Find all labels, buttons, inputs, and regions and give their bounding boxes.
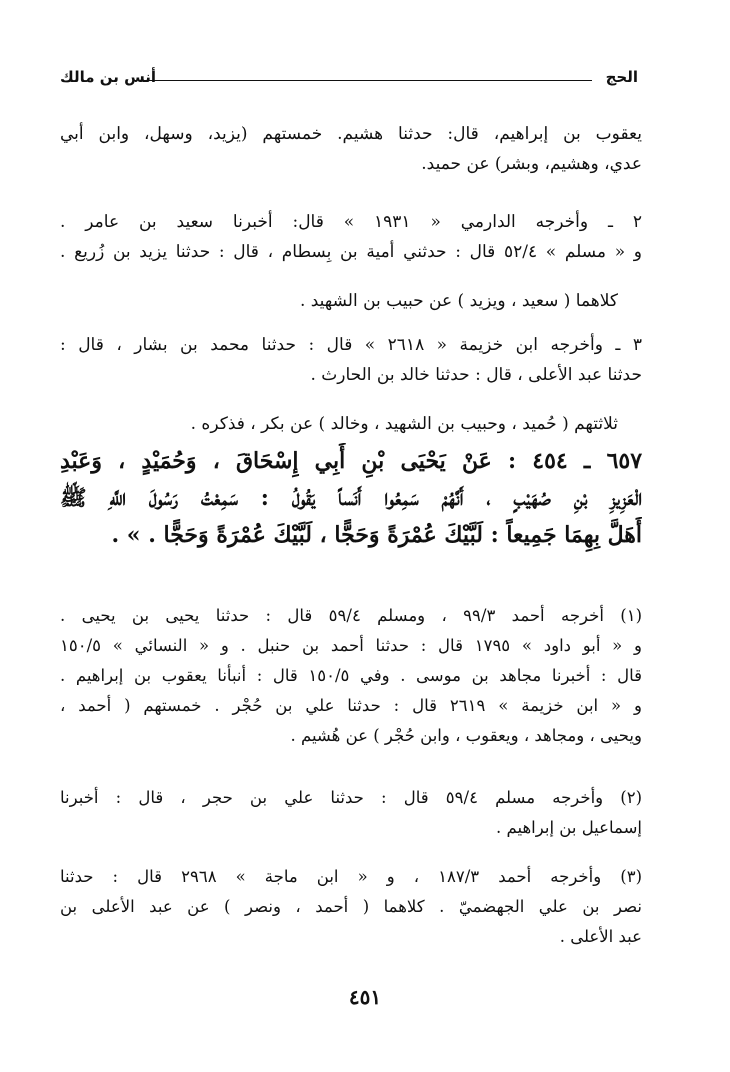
footnote-line: ويحيى ، ومجاهد ، ويعقوب ، وابن حُجْر ) عن هُشيم . — [290, 726, 642, 745]
book-title: أنس بن مالك — [60, 68, 157, 86]
footnote-line: و « أبو داود » ١٧٩٥ قال : حدثنا أحمد بن حنبل . و « النسائي » ١٥٠/٥ — [60, 636, 642, 655]
footnote-line: و « ابن خزيمة » ٢٦١٩ قال : حدثنا علي بن حُجْر . خمستهم ( أحمد ، — [60, 696, 642, 715]
text-line: عدي، وهشيم، وبشر) عن حميد. — [421, 154, 642, 174]
paragraph-3 — [60, 286, 618, 316]
footnote-3 — [60, 862, 642, 952]
paragraph-2 — [60, 207, 642, 267]
footnote-line: قال : أخبرنا مجاهد بن موسى . وفي ١٥٠/٥ قال : أنبأنا يعقوب بن إبراهيم . — [60, 666, 642, 685]
hadith-text — [60, 443, 642, 554]
paragraph-4 — [60, 330, 642, 390]
paragraph-5 — [60, 409, 618, 439]
header-rule — [142, 80, 592, 81]
text-line: حدثنا عبد الأعلى ، قال : حدثنا خالد بن الحارث . — [310, 365, 642, 385]
footnote-1 — [60, 601, 642, 751]
chapter-title: الحج — [605, 68, 638, 86]
page-number: ٤٥١ — [348, 985, 382, 1009]
text-line: ٣ ـ وأخرجه ابن خزيمة « ٢٦١٨ » قال : حدثنا محمد بن بشار ، قال : — [60, 335, 642, 355]
footnote-line: إسماعيل بن إبراهيم . — [496, 818, 642, 837]
running-header — [60, 68, 638, 94]
footnote-line: نصر بن علي الجهضميّ . كلاهما ( أحمد ، ونصر ) عن عبد الأعلى بن — [60, 897, 642, 916]
footnote-line: (١) أخرجه أحمد ٩٩/٣ ، ومسلم ٥٩/٤ قال : حدثنا يحيى بن يحيى . — [60, 606, 642, 625]
text-line: كلاهما ( سعيد ، ويزيد ) عن حبيب بن الشهيد . — [299, 291, 618, 311]
hadith-line: أَهَلَّ بِهِمَا جَمِيعاً : لَبَّيْكَ عُمْرَةً وَحَجًّا ، لَبَّيْكَ عُمْرَةً وَحَجًّا . » . — [111, 522, 642, 548]
text-line: يعقوب بن إبراهيم، قال: حدثنا هشيم. خمستهم (يزيد، وسهل، وابن أبي — [60, 124, 642, 144]
footnote-line: (٣) وأخرجه أحمد ١٨٧/٣ ، و « ابن ماجة » ٢٩٦٨ قال : حدثنا — [60, 867, 642, 886]
text-line: ثلاثتهم ( حُميد ، وحبيب بن الشهيد ، وخالد ) عن بكر ، فذكره . — [190, 414, 618, 434]
footnote-2 — [60, 783, 642, 843]
hadith-line: ٦٥٧ ـ ٤٥٤ : عَنْ يَحْيَى بْنِ أَبِي إِسْحَاقَ ، وَحُمَيْدٍ ، وَعَبْدِ — [60, 448, 642, 474]
text-line: و « مسلم » ٥٢/٤ قال : حدثني أمية بن بِسطام ، قال : حدثنا يزيد بن زُريع . — [60, 242, 642, 262]
footnote-line: (٢) وأخرجه مسلم ٥٩/٤ قال : حدثنا علي بن حجر ، قال : أخبرنا — [60, 788, 642, 807]
hadith-line: الْعَزِيزِ بْنِ صُهَيْبٍ ، أَنَّهُمْ سَمِعُوا أَنَساً يَقُولُ : سَمِعْتُ رَسُولَ اللَّهِ ﷺ — [60, 485, 642, 511]
footnote-line: عبد الأعلى . — [559, 927, 642, 946]
text-line: ٢ ـ وأخرجه الدارمي « ١٩٣١ » قال: أخبرنا سعيد بن عامر . — [60, 212, 642, 232]
paragraph-1 — [60, 119, 642, 179]
